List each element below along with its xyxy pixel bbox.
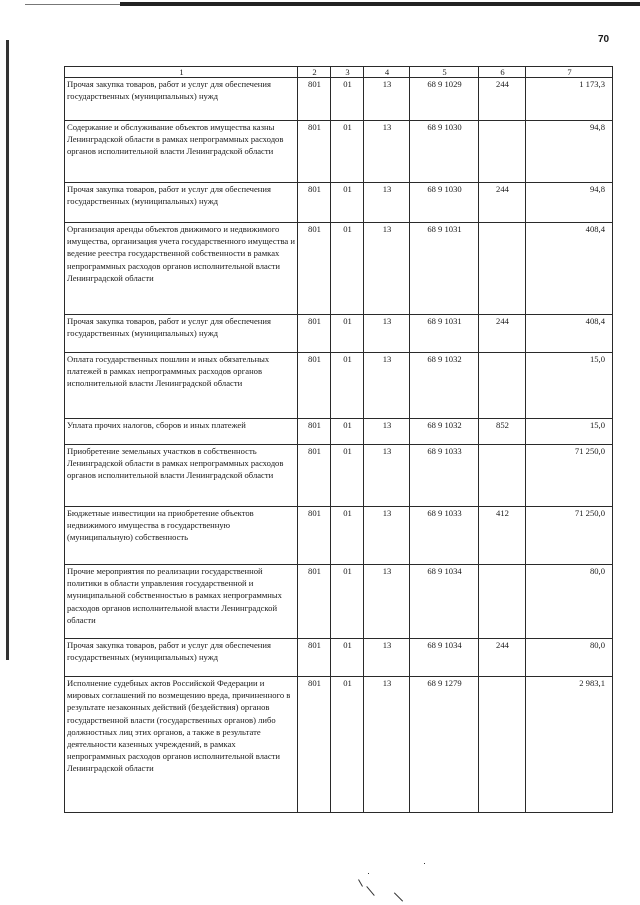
row-target-article-cell: 68 9 1032 <box>410 353 479 419</box>
row-target-article-cell: 68 9 1034 <box>410 639 479 677</box>
row-target-article-cell: 68 9 1279 <box>410 677 479 813</box>
row-amount-cell: 80,0 <box>526 565 613 639</box>
row-subsection-cell: 13 <box>364 121 410 183</box>
row-section-cell: 01 <box>331 223 364 315</box>
header-cell-4: 4 <box>364 67 410 78</box>
row-expense-type-cell <box>479 565 526 639</box>
header-cell-2: 2 <box>298 67 331 78</box>
row-amount-cell: 15,0 <box>526 353 613 419</box>
row-code-cell: 801 <box>298 183 331 223</box>
row-name-cell: Содержание и обслуживание объектов имущества казны Ленинградской области в рамках непрограммных расходов органов исполнительной власти Ленинградской области <box>65 121 298 183</box>
table-row <box>65 121 613 183</box>
scan-top-border <box>120 2 640 6</box>
header-cell-3: 3 <box>331 67 364 78</box>
row-section-cell: 01 <box>331 419 364 445</box>
table-row <box>65 353 613 419</box>
budget-table <box>64 66 613 813</box>
row-target-article-cell: 68 9 1030 <box>410 183 479 223</box>
scan-edge-line <box>25 4 120 5</box>
row-subsection-cell: 13 <box>364 445 410 507</box>
table-row <box>65 639 613 677</box>
row-code-cell: 801 <box>298 78 331 121</box>
table-row <box>65 565 613 639</box>
row-section-cell: 01 <box>331 353 364 419</box>
table-row <box>65 315 613 353</box>
row-target-article-cell: 68 9 1029 <box>410 78 479 121</box>
row-code-cell: 801 <box>298 677 331 813</box>
row-code-cell: 801 <box>298 353 331 419</box>
row-section-cell: 01 <box>331 78 364 121</box>
row-name-cell: Уплата прочих налогов, сборов и иных платежей <box>65 419 298 445</box>
row-target-article-cell: 68 9 1031 <box>410 315 479 353</box>
header-cell-7: 7 <box>526 67 613 78</box>
table-row <box>65 419 613 445</box>
row-section-cell: 01 <box>331 677 364 813</box>
row-section-cell: 01 <box>331 315 364 353</box>
table-row <box>65 223 613 315</box>
row-section-cell: 01 <box>331 183 364 223</box>
row-subsection-cell: 13 <box>364 353 410 419</box>
row-amount-cell: 15,0 <box>526 419 613 445</box>
row-subsection-cell: 13 <box>364 507 410 565</box>
row-target-article-cell: 68 9 1032 <box>410 419 479 445</box>
row-name-cell: Исполнение судебных актов Российской Федерации и мировых соглашений по возмещению вреда, причиненного в результате незаконных действий (бездействия) органов государственной власти (государственных органов) либо должностных лиц этих органов, а также в результате деятельности казенных учреждений, в рамках непрограммных расходов органов исполнительной власти Ленинградской области <box>65 677 298 813</box>
row-amount-cell: 71 250,0 <box>526 445 613 507</box>
row-amount-cell: 1 173,3 <box>526 78 613 121</box>
row-expense-type-cell <box>479 121 526 183</box>
row-code-cell: 801 <box>298 121 331 183</box>
row-target-article-cell: 68 9 1030 <box>410 121 479 183</box>
row-expense-type-cell <box>479 445 526 507</box>
row-name-cell: Приобретение земельных участков в собственность Ленинградской области в рамках непрограммных расходов органов исполнительной власти Ленинградской области <box>65 445 298 507</box>
row-code-cell: 801 <box>298 419 331 445</box>
row-name-cell: Организация аренды объектов движимого и недвижимого имущества, организация учета государственного имущества и ведение реестра государственной собственности в рамках непрограммных расходов органов исполнительной власти Ленинградской области <box>65 223 298 315</box>
row-amount-cell: 408,4 <box>526 315 613 353</box>
row-name-cell: Прочая закупка товаров, работ и услуг для обеспечения государственных (муниципальных) нужд <box>65 183 298 223</box>
row-name-cell: Прочая закупка товаров, работ и услуг для обеспечения государственных (муниципальных) нужд <box>65 639 298 677</box>
row-amount-cell: 80,0 <box>526 639 613 677</box>
row-name-cell: Прочая закупка товаров, работ и услуг для обеспечения государственных (муниципальных) нужд <box>65 315 298 353</box>
header-cell-6: 6 <box>479 67 526 78</box>
row-code-cell: 801 <box>298 507 331 565</box>
row-name-cell: Оплата государственных пошлин и иных обязательных платежей в рамках непрограммных расходов органов исполнительной власти Ленинградской области <box>65 353 298 419</box>
row-section-cell: 01 <box>331 445 364 507</box>
row-target-article-cell: 68 9 1031 <box>410 223 479 315</box>
row-expense-type-cell: 244 <box>479 639 526 677</box>
row-expense-type-cell <box>479 223 526 315</box>
row-target-article-cell: 68 9 1033 <box>410 445 479 507</box>
row-subsection-cell: 13 <box>364 565 410 639</box>
row-code-cell: 801 <box>298 565 331 639</box>
page-number: 70 <box>598 34 610 45</box>
row-amount-cell: 2 983,1 <box>526 677 613 813</box>
row-section-cell: 01 <box>331 121 364 183</box>
row-name-cell: Прочая закупка товаров, работ и услуг для обеспечения государственных (муниципальных) нужд <box>65 78 298 121</box>
row-code-cell: 801 <box>298 315 331 353</box>
row-expense-type-cell: 244 <box>479 315 526 353</box>
row-expense-type-cell: 412 <box>479 507 526 565</box>
row-expense-type-cell: 852 <box>479 419 526 445</box>
row-subsection-cell: 13 <box>364 315 410 353</box>
row-amount-cell: 94,8 <box>526 183 613 223</box>
row-section-cell: 01 <box>331 639 364 677</box>
row-name-cell: Прочие мероприятия по реализации государственной политики в области управления государственной и муниципальной собственностью в рамках непрограммных расходов органов исполнительной власти Ленинградской области <box>65 565 298 639</box>
row-expense-type-cell <box>479 353 526 419</box>
row-subsection-cell: 13 <box>364 419 410 445</box>
table-row <box>65 677 613 813</box>
row-expense-type-cell: 244 <box>479 183 526 223</box>
row-target-article-cell: 68 9 1033 <box>410 507 479 565</box>
table-row <box>65 183 613 223</box>
row-subsection-cell: 13 <box>364 223 410 315</box>
header-row <box>65 67 613 78</box>
scan-specks <box>340 855 440 905</box>
row-amount-cell: 71 250,0 <box>526 507 613 565</box>
row-section-cell: 01 <box>331 565 364 639</box>
row-section-cell: 01 <box>331 507 364 565</box>
row-target-article-cell: 68 9 1034 <box>410 565 479 639</box>
row-name-cell: Бюджетные инвестиции на приобретение объектов недвижимого имущества в государственную (муниципальную) собственность <box>65 507 298 565</box>
row-subsection-cell: 13 <box>364 183 410 223</box>
scan-left-margin-line <box>6 40 9 660</box>
table-row <box>65 507 613 565</box>
row-code-cell: 801 <box>298 445 331 507</box>
header-cell-1: 1 <box>65 67 298 78</box>
row-subsection-cell: 13 <box>364 78 410 121</box>
row-subsection-cell: 13 <box>364 639 410 677</box>
row-amount-cell: 408,4 <box>526 223 613 315</box>
table-row <box>65 445 613 507</box>
row-code-cell: 801 <box>298 223 331 315</box>
row-code-cell: 801 <box>298 639 331 677</box>
row-subsection-cell: 13 <box>364 677 410 813</box>
table-row <box>65 78 613 121</box>
row-expense-type-cell: 244 <box>479 78 526 121</box>
row-expense-type-cell <box>479 677 526 813</box>
row-amount-cell: 94,8 <box>526 121 613 183</box>
header-cell-5: 5 <box>410 67 479 78</box>
